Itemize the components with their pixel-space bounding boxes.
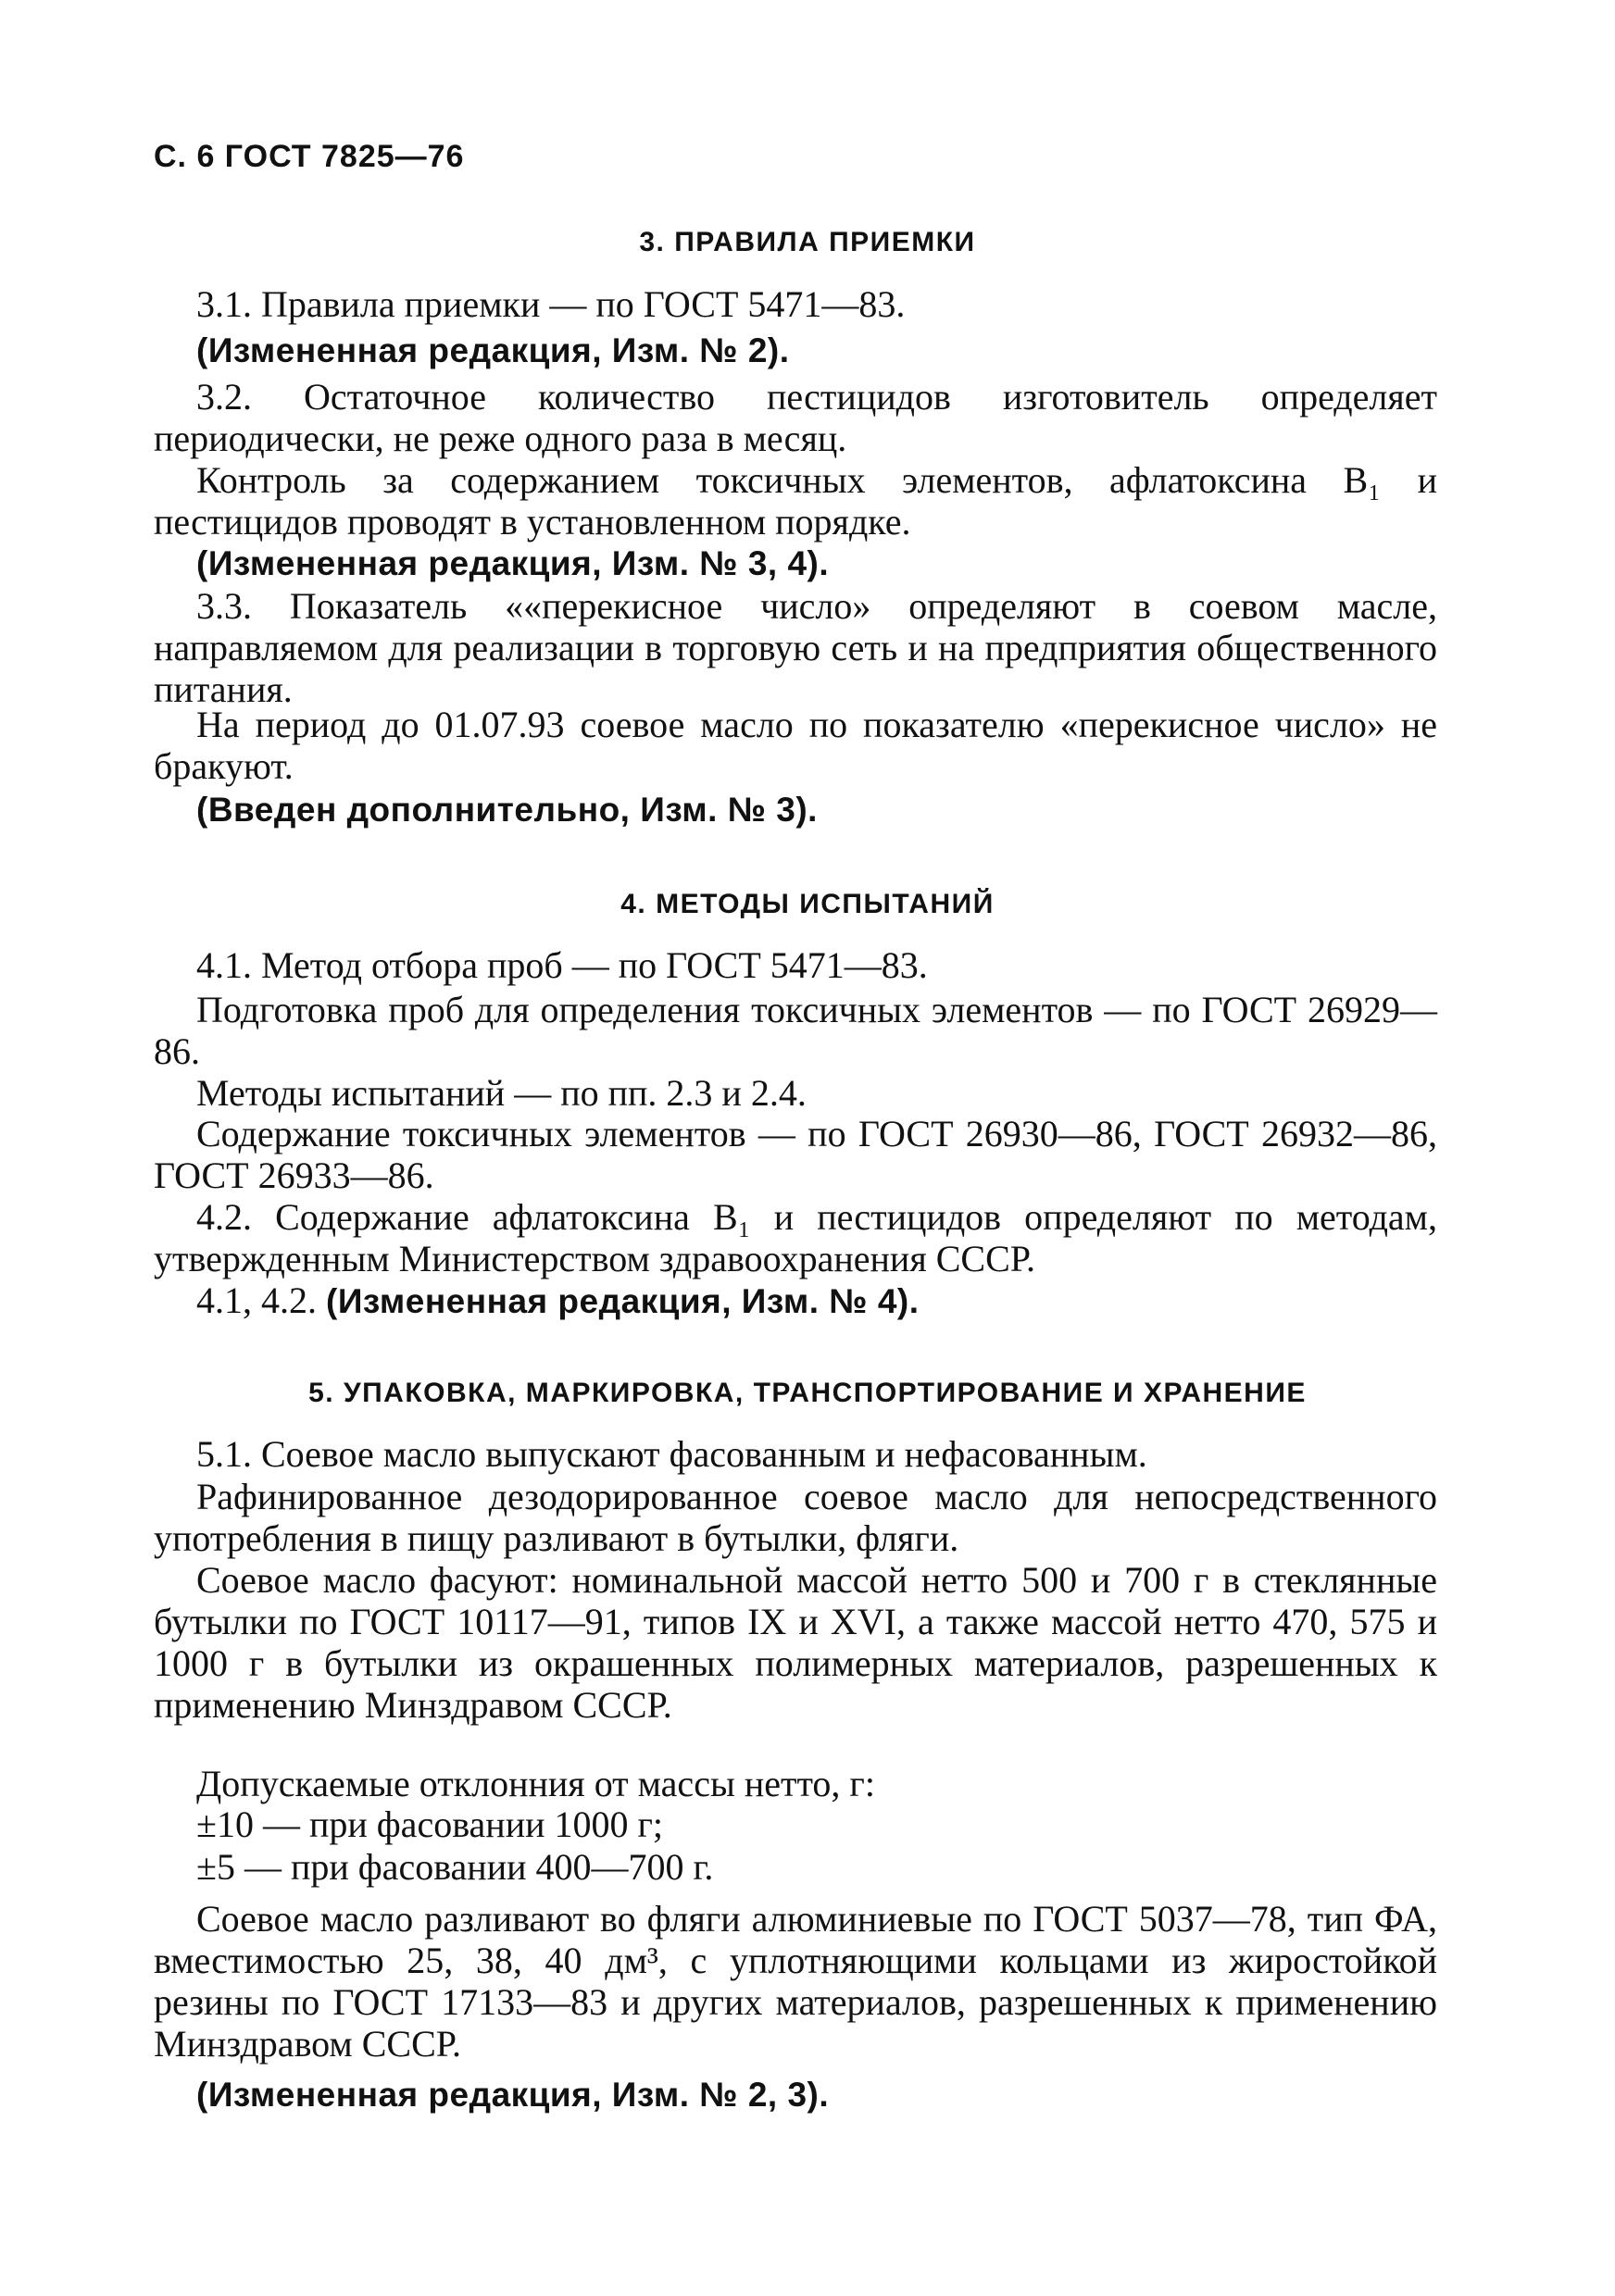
- section-title-test-methods: 4. МЕТОДЫ ИСПЫТАНИЙ: [620, 889, 995, 919]
- amendment-note: (Измененная редакция, Изм. № 4).: [326, 1282, 920, 1320]
- clause-3-1: 3.1. Правила приемки — по ГОСТ 5471—83.: [196, 283, 906, 325]
- paragraph-peroxide-period: На период до 01.07.93 соевое масло по показателю «перекисное число» не бракуют.: [154, 704, 1437, 787]
- paragraph-toxic-content: Содержание токсичных элементов — по ГОСТ 26930—86, ГОСТ 26932—86, ГОСТ 26933—86.: [154, 1113, 1437, 1196]
- paragraph-tolerances: Допускаемые отклонния от массы нетто, г:: [196, 1763, 875, 1804]
- section-title-packaging: 5. УПАКОВКА, МАРКИРОВКА, ТРАНСПОРТИРОВАНИЕ И ХРАНЕНИЕ: [308, 1378, 1307, 1408]
- clause-3-3: 3.3. Показатель ««перекисное число» определяют в соевом масле, направляемом для реализации в торговую сеть и на предприятия общественного питания.: [154, 585, 1437, 710]
- tolerance-item: ±5 — при фасовании 400—700 г.: [196, 1846, 714, 1888]
- paragraph-toxic-control: Контроль за содержанием токсичных элементов, афлатоксина B₁ и пестицидов проводят в установленном порядке.: [154, 459, 1437, 543]
- tolerance-item: ±10 — при фасовании 1000 г;: [196, 1803, 664, 1845]
- paragraph-methods: Методы испытаний — по пп. 2.3 и 2.4.: [196, 1072, 807, 1114]
- paragraph-sample-prep: Подготовка проб для определения токсичных элементов — по ГОСТ 26929—86.: [154, 989, 1437, 1072]
- amendment-line: [196, 1279, 1437, 1322]
- amendment-note: (Введен дополнительно, Изм. № 3).: [196, 791, 818, 829]
- clause-4-1: 4.1. Метод отбора проб — по ГОСТ 5471—83.: [196, 944, 928, 986]
- paragraph-refined-oil: Рафинированное дезодорированное соевое масло для непосредственного употребления в пищу разливают в бутылки, фляги.: [154, 1476, 1437, 1559]
- section-title-acceptance: 3. ПРАВИЛА ПРИЕМКИ: [639, 227, 976, 257]
- amendment-note: (Измененная редакция, Изм. № 3, 4).: [196, 544, 830, 582]
- clause-5-1: 5.1. Соевое масло выпускают фасованным и нефасованным.: [196, 1433, 1147, 1475]
- amendment-note: (Измененная редакция, Изм. № 2).: [196, 331, 790, 369]
- clause-3-2: 3.2. Остаточное количество пестицидов изготовитель определяет периодически, не реже одного раза в месяц.: [154, 376, 1437, 459]
- paragraph-packing: Соевое масло фасуют: номинальной массой нетто 500 и 700 г в стеклянные бутылки по ГОСТ 10117—91, типов IX и XVI, а также массой нетто 470, 575 и 1000 г в бутылки из окрашенных полимерных материалов, разрешенных к применению Минздравом СССР.: [154, 1559, 1437, 1726]
- clause-4-2: 4.2. Содержание афлатоксина B₁ и пестицидов определяют по методам, утвержденным Министерством здравоохранения СССР.: [154, 1196, 1437, 1279]
- paragraph-flasks: Соевое масло разливают во фляги алюминиевые по ГОСТ 5037—78, тип ФА, вместимостью 25, 38, 40 дм³, с уплотняющими кольцами из жиростойкой резины по ГОСТ 17133—83 и других материалов, разрешенных к применению Минздравом СССР.: [154, 1898, 1437, 2065]
- amendment-clause-refs: 4.1, 4.2.: [196, 1279, 317, 1321]
- amendment-note: (Измененная редакция, Изм. № 2, 3).: [196, 2076, 830, 2114]
- running-header: С. 6 ГОСТ 7825—76: [154, 139, 465, 174]
